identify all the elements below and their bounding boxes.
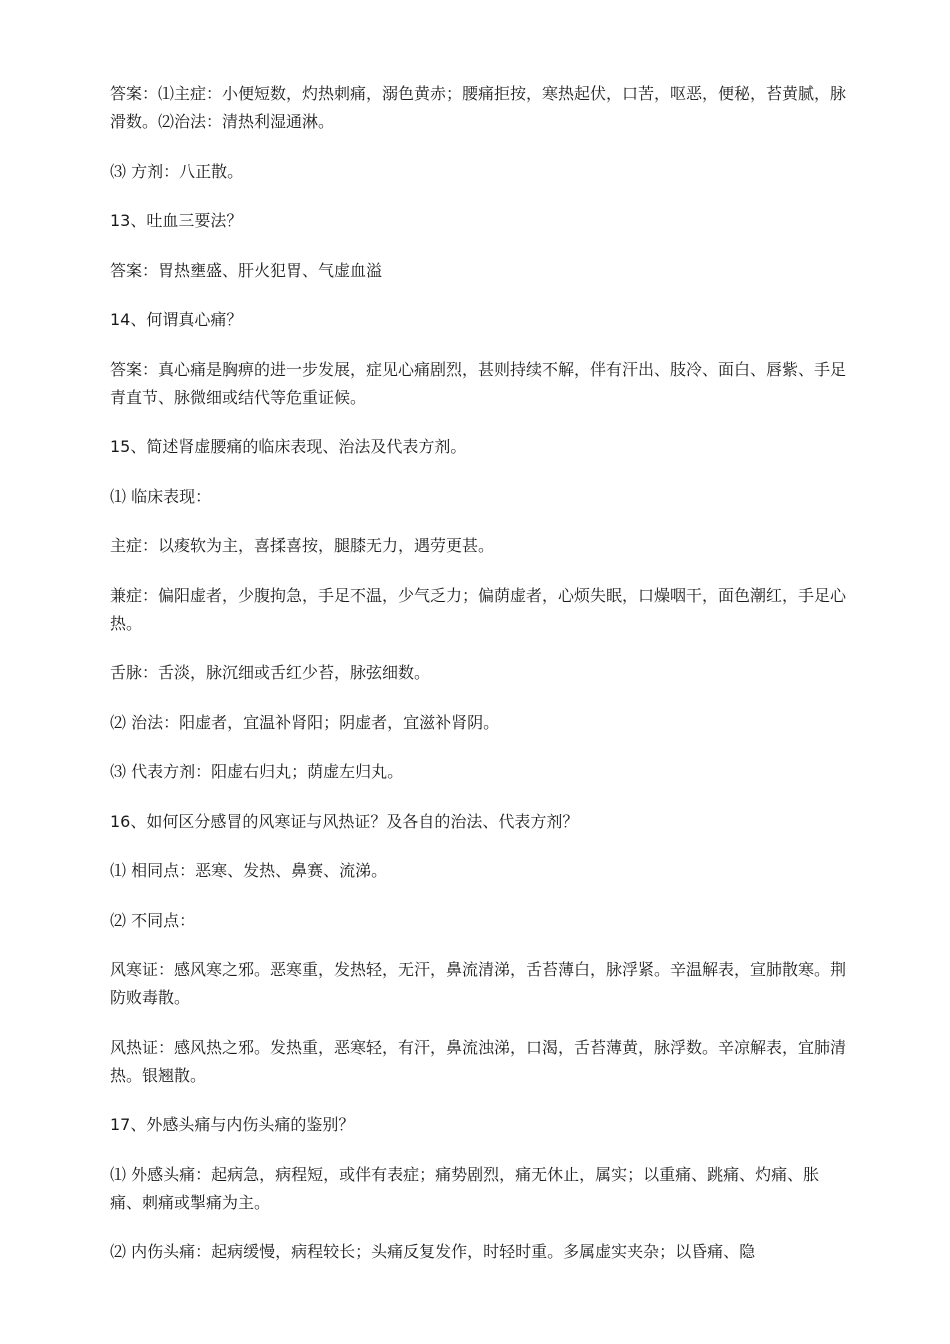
question-15-heading: 15、简述肾虚腰痛的临床表现、治法及代表方剂。 bbox=[110, 437, 467, 456]
answer-12-prescription: ⑶ 方剂：八正散。 bbox=[110, 161, 244, 181]
document-page bbox=[110, 80, 850, 1288]
q16-wind-heat: 风热证：感风热之邪。发热重，恶寒轻，有汗，鼻流浊涕，口渴，舌苔薄黄，脉浮数。辛凉解表，宜肺清热。银翘散。 bbox=[110, 1037, 847, 1085]
q15-treatment: ⑵ 治法：阳虚者，宜温补肾阳；阴虚者，宜滋补肾阴。 bbox=[110, 712, 500, 732]
q15-main-symptoms: 主症：以痠软为主，喜揉喜按，腿膝无力，遇劳更甚。 bbox=[110, 536, 495, 555]
q16-wind-cold: 风寒证：感风寒之邪。恶寒重，发热轻，无汗，鼻流清涕，舌苔薄白，脉浮紧。辛温解表，宣肺散寒。荆防败毒散。 bbox=[110, 960, 847, 1007]
question-17-heading: 17、外感头痛与内伤头痛的鉴别？ bbox=[110, 1115, 355, 1134]
q16-similarities: ⑴ 相同点：恶寒、发热、鼻赛、流涕。 bbox=[110, 861, 388, 880]
q15-accompanying-symptoms: 兼症：偏阳虚者，少腹拘急，手足不温，少气乏力；偏荫虚者，心烦失眠，口燥咽干，面色潮红，手足心热。 bbox=[110, 585, 847, 633]
q17-external-headache: ⑴ 外感头痛：起病急，病程短，或伴有表症；痛势剧烈，痛无休止，属实；以重痛、跳痛、灼痛、胀痛、刺痛或掣痛为主。 bbox=[110, 1164, 820, 1212]
q17-internal-headache: ⑵ 内伤头痛：起病缓慢，病程较长；头痛反复发作，时轻时重。多属虚实夹杂；以昏痛、隐 bbox=[110, 1242, 756, 1261]
q16-differences-heading: ⑵ 不同点： bbox=[110, 910, 196, 930]
answer-12-paragraph: 答案：⑴主症：小便短数，灼热刺痛，溺色黄赤；腰痛拒按，寒热起伏，口苦，呕恶，便秘，苔黄腻，脉滑数。⑵治法：清热利湿通淋。 bbox=[110, 84, 847, 131]
q15-clinical-heading: ⑴ 临床表现： bbox=[110, 486, 212, 506]
q15-tongue-pulse: 舌脉：舌淡，脉沉细或舌红少苔，脉弦细数。 bbox=[110, 663, 431, 682]
question-13-heading: 13、吐血三要法？ bbox=[110, 211, 243, 230]
question-14-heading: 14、何谓真心痛？ bbox=[110, 310, 243, 329]
answer-14-paragraph: 答案：真心痛是胸痹的进一步发展，症见心痛剧烈，甚则持续不解，伴有汗出、肢冷、面白、唇紫、手足青直节、脉微细或结代等危重证候。 bbox=[110, 359, 847, 407]
answer-13-paragraph: 答案：胃热壅盛、肝火犯胃、气虚血溢 bbox=[110, 260, 383, 280]
question-16-heading: 16、如何区分感冒的风寒证与风热证？及各自的治法、代表方剂？ bbox=[110, 811, 579, 831]
q15-prescription: ⑶ 代表方剂：阳虚右归丸；荫虚左归丸。 bbox=[110, 762, 404, 781]
